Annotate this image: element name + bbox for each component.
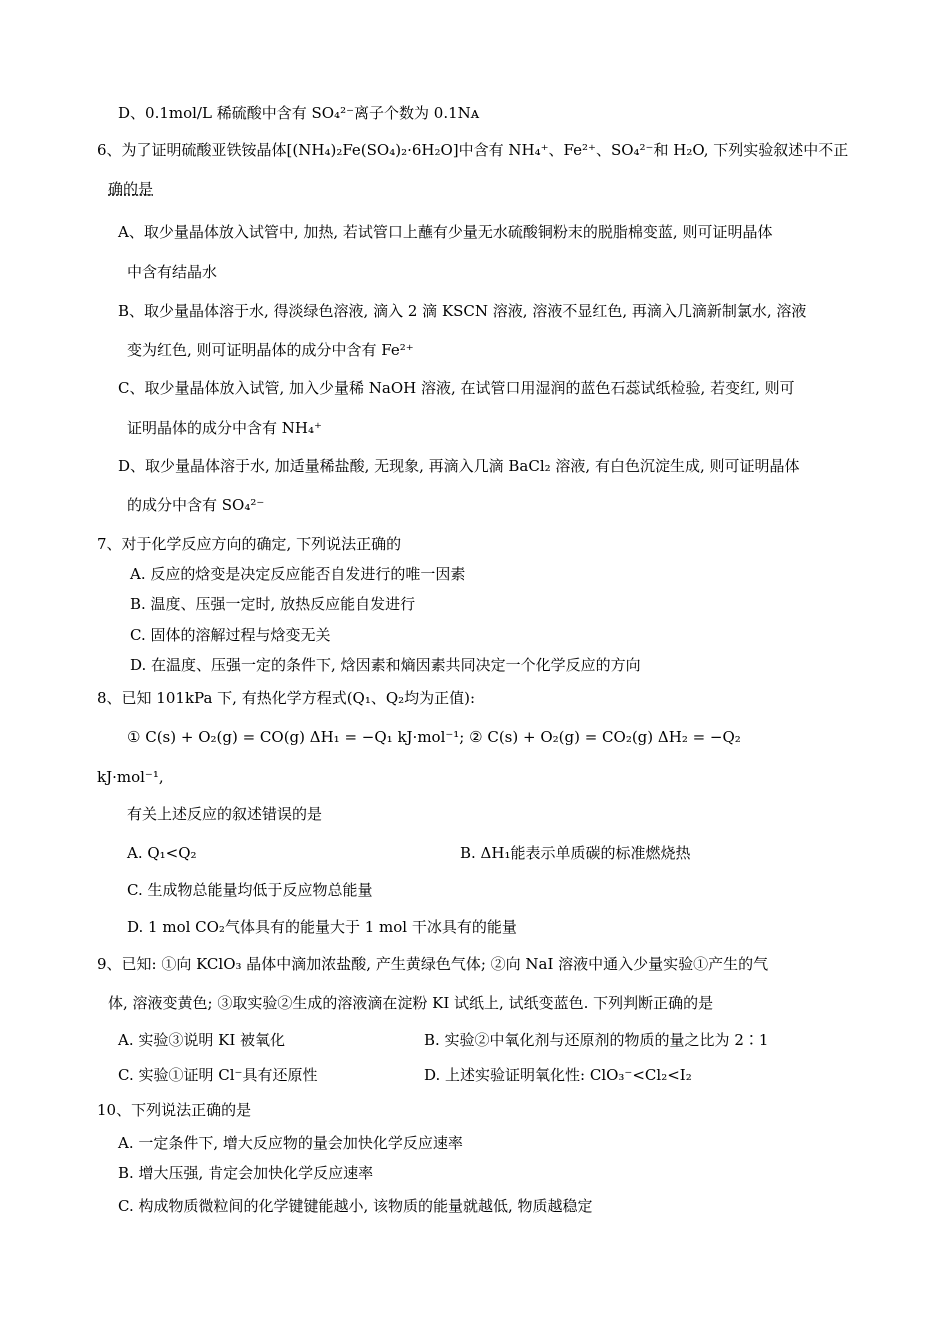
option-line: A. 实验③说明 KI 被氧化 (118, 1031, 286, 1049)
option-line: B. ΔH₁能表示单质碳的标准燃烧热 (460, 844, 691, 862)
text-line: 证明晶体的成分中含有 NH₄⁺ (127, 419, 322, 437)
option-line: A. 一定条件下, 增大反应物的量会加快化学反应速率 (118, 1134, 463, 1152)
option-line: C、取少量晶体放入试管, 加入少量稀 NaOH 溶液, 在试管口用湿润的蓝色石蕊试纸检验, 若变红, 则可 (118, 379, 795, 397)
question-10-stem: 10、下列说法正确的是 (97, 1101, 252, 1119)
option-line: D. 在温度、压强一定的条件下, 焓因素和熵因素共同决定一个化学反应的方向 (130, 656, 641, 674)
text-line: 体, 溶液变黄色; ③取实验②生成的溶液滴在淀粉 KI 试纸上, 试纸变蓝色. 下列判断正确的是 (108, 994, 714, 1012)
option-line: B、取少量晶体溶于水, 得淡绿色溶液, 滴入 2 滴 KSCN 溶液, 溶液不显红色, 再滴入几滴新制氯水, 溶液 (118, 302, 807, 320)
question-6-stem: 6、为了证明硫酸亚铁铵晶体[(NH₄)₂Fe(SO₄)₂·6H₂O]中含有 NH₄⁺、Fe²⁺、SO₄²⁻和 H₂O, 下列实验叙述中不正 (97, 141, 849, 159)
text-line: 的成分中含有 SO₄²⁻ (127, 496, 265, 514)
option-line: C. 构成物质微粒间的化学键键能越小, 该物质的能量就越低, 物质越稳定 (118, 1197, 593, 1215)
option-line: D、取少量晶体溶于水, 加适量稀盐酸, 无现象, 再滴入几滴 BaCl₂ 溶液, 有白色沉淀生成, 则可证明晶体 (118, 457, 800, 475)
option-line: C. 生成物总能量均低于反应物总能量 (127, 881, 373, 899)
option-line: D. 上述实验证明氧化性: ClO₃⁻<Cl₂<I₂ (424, 1066, 692, 1084)
text-line: 变为红色, 则可证明晶体的成分中含有 Fe²⁺ (127, 341, 414, 359)
equation-line: ① C(s) + O₂(g) = CO(g) ΔH₁ = −Q₁ kJ·mol⁻¹; ② C(s) + O₂(g) = CO₂(g) ΔH₂ = −Q₂ (127, 728, 741, 746)
question-8-stem: 8、已知 101kPa 下, 有热化学方程式(Q₁、Q₂均为正值): (97, 689, 476, 707)
option-line: A. 反应的焓变是决定反应能否自发进行的唯一因素 (130, 565, 466, 583)
option-line: A. Q₁<Q₂ (127, 844, 197, 862)
option-line: B. 增大压强, 肯定会加快化学反应速率 (118, 1164, 374, 1182)
option-line: A、取少量晶体放入试管中, 加热, 若试管口上蘸有少量无水硫酸铜粉末的脱脂棉变蓝, 则可证明晶体 (118, 223, 773, 241)
option-line: C. 固体的溶解过程与焓变无关 (130, 626, 331, 644)
text-line: 确的是 (108, 180, 154, 198)
option-line: C. 实验①证明 Cl⁻具有还原性 (118, 1066, 318, 1084)
text-line: 有关上述反应的叙述错误的是 (127, 805, 323, 823)
option-line: D. 1 mol CO₂气体具有的能量大于 1 mol 干冰具有的能量 (127, 918, 517, 936)
option-line: B. 温度、压强一定时, 放热反应能自发进行 (130, 595, 416, 613)
question-7-stem: 7、对于化学反应方向的确定, 下列说法正确的 (97, 535, 402, 553)
option-line: B. 实验②中氧化剂与还原剂的物质的量之比为 2∶1 (424, 1031, 769, 1049)
text-line: D、0.1mol/L 稀硫酸中含有 SO₄²⁻离子个数为 0.1Nᴀ (118, 104, 480, 122)
question-9-stem: 9、已知: ①向 KClO₃ 晶体中滴加浓盐酸, 产生黄绿色气体; ②向 NaI 溶液中通入少量实验①产生的气 (97, 955, 769, 973)
text-line: kJ·mol⁻¹, (97, 768, 164, 786)
text-line: 中含有结晶水 (127, 263, 218, 281)
